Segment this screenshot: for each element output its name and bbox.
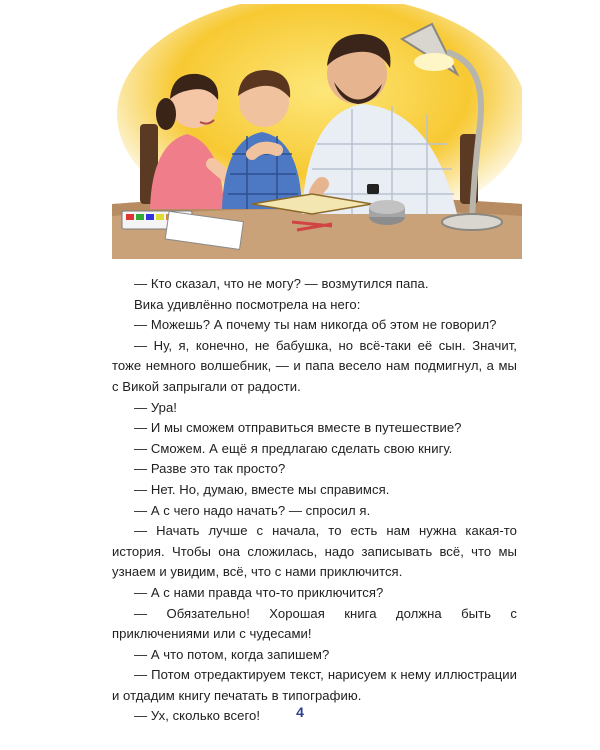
paragraph: — Ну, я, конечно, не бабушка, но всё-таки её сын. Значит, тоже немного волшебник, — и папа весело нам подмигнул, а мы с Викой запрыгали от радости.	[112, 337, 517, 394]
paragraph: — Потом отредактируем текст, нарисуем к нему иллюстрации и отдадим книгу печатать в типографию.	[112, 667, 517, 703]
paragraph: — Обязательно! Хорошая книга должна быть с приключениями или с чудесами!	[112, 605, 517, 642]
paragraph: — Ура!	[134, 399, 177, 415]
paragraph: — Разве это так просто?	[134, 461, 286, 477]
paragraph: — А что потом, когда запишем?	[134, 646, 330, 662]
paragraph: Вика удивлённо посмотрела на него:	[134, 296, 361, 312]
paragraph: — Нет. Но, думаю, вместе мы справимся.	[134, 481, 390, 497]
paragraph: — Можешь? А почему ты нам никогда об этом не говорил?	[134, 317, 497, 333]
family-reading-illustration	[112, 4, 522, 259]
paragraph: — Кто сказал, что не могу? — возмутился папа.	[134, 276, 429, 291]
page-number: 4	[296, 704, 304, 720]
paragraph: — А с нами правда что-то приключится?	[134, 584, 384, 600]
paragraph: — Сможем. А ещё я предлагаю сделать свою книгу.	[134, 440, 453, 456]
paragraph: — Начать лучше с начала, то есть нам нужна какая-то история. Чтобы она сложилась, надо записывать всё, что мы узнаем и увидим, всё, что с нами приключится.	[112, 523, 517, 580]
paragraph: — И мы сможем отправиться вместе в путешествие?	[134, 420, 462, 436]
story-text	[112, 274, 517, 727]
paragraph: — А с чего надо начать? — спросил я.	[134, 502, 371, 518]
paragraph: — Ух, сколько всего!	[134, 708, 261, 724]
